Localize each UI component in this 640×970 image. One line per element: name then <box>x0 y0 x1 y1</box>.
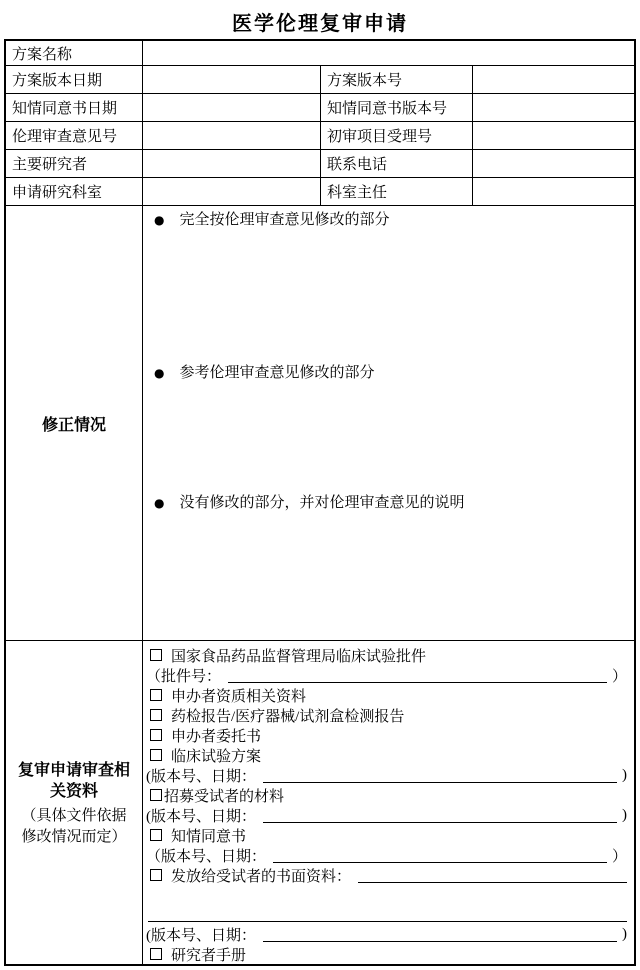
table-row <box>6 93 634 121</box>
checkbox-icon[interactable] <box>150 948 162 960</box>
checklist-item-text: 申办者资质相关资料 <box>171 688 307 705</box>
table-row <box>6 65 634 93</box>
checklist-item-text: 药检报告/医疗器械/试剂盒检测报告 <box>171 708 405 725</box>
fill-in-prefix: (版本号、日期： <box>146 927 256 944</box>
checklist-item-text: 知情同意书 <box>171 828 247 845</box>
protocol-name-input[interactable] <box>142 41 634 65</box>
underline-fill-field[interactable] <box>273 848 607 863</box>
checkbox-icon[interactable] <box>150 649 162 661</box>
fill-in-prefix: (版本号、日期： <box>146 768 256 785</box>
initial-review-no-input[interactable] <box>472 122 634 149</box>
checklist-item <box>143 785 634 805</box>
checklist-item <box>143 865 634 885</box>
materials-section-label: 复审申请审查相关资料 <box>17 761 130 800</box>
checklist-item-text: 招募受试者的材料 <box>164 788 285 805</box>
checklist-item <box>143 944 634 964</box>
phone-label: 联系电话 <box>320 150 472 177</box>
principal-investigator-input[interactable] <box>142 150 320 177</box>
table-row <box>6 121 634 149</box>
checklist-item <box>143 725 634 745</box>
fill-in-line <box>143 845 634 865</box>
bullet-icon: ● <box>154 496 165 510</box>
checklist-item-text: 申办者委托书 <box>171 728 262 745</box>
principal-investigator-label: 主要研究者 <box>12 157 88 173</box>
revision-section-label: 修正情况 <box>41 416 106 434</box>
protocol-version-date-input[interactable] <box>142 66 320 93</box>
fill-in-prefix: （版本号、日期： <box>146 848 267 865</box>
checklist-item <box>143 745 634 765</box>
materials-section-note: （具体文件依据修改情况而定） <box>21 807 127 845</box>
department-input[interactable] <box>142 178 320 205</box>
phone-input[interactable] <box>472 150 634 177</box>
page-title: 医学伦理复审申请 <box>232 13 408 35</box>
protocol-version-date-label: 方案版本日期 <box>12 73 103 89</box>
underline-fill-field[interactable] <box>263 927 617 942</box>
application-table <box>4 39 636 966</box>
revision-bullet-text: 完全按伦理审查意见修改的部分 <box>179 212 390 228</box>
underline-fill-field[interactable] <box>358 868 627 883</box>
revision-bullet-item <box>143 363 634 383</box>
checklist-item <box>143 705 634 725</box>
consent-version-no-input[interactable] <box>472 94 634 121</box>
protocol-name-label: 方案名称 <box>12 46 73 63</box>
consent-date-label: 知情同意书日期 <box>12 101 118 117</box>
checkbox-icon[interactable] <box>150 749 162 761</box>
checkbox-icon[interactable] <box>150 729 162 741</box>
fill-in-suffix: ) <box>622 766 627 783</box>
fill-in-suffix: ） <box>611 848 627 865</box>
bullet-icon: ● <box>154 213 165 227</box>
fill-in-line <box>143 905 634 925</box>
checkbox-icon[interactable] <box>150 829 162 841</box>
materials-section-row <box>6 640 634 964</box>
fill-in-line <box>143 665 634 685</box>
checkbox-icon[interactable] <box>150 789 162 801</box>
checklist-item-text: 临床试验方案 <box>171 748 262 765</box>
checklist-item <box>143 645 634 665</box>
fill-in-suffix: ) <box>622 925 627 942</box>
table-row <box>6 41 634 65</box>
checklist-item <box>143 685 634 705</box>
blank-line <box>143 885 634 905</box>
checkbox-icon[interactable] <box>150 869 162 881</box>
fill-in-prefix: （批件号： <box>146 668 222 685</box>
underline-fill-field[interactable] <box>148 907 627 922</box>
revision-bullets[interactable] <box>142 206 634 640</box>
checkbox-icon[interactable] <box>150 709 162 721</box>
revision-section-label-cell <box>6 206 142 640</box>
underline-fill-field[interactable] <box>263 768 617 783</box>
checklist-item-text: 发放给受试者的书面资料： <box>171 868 352 885</box>
fill-in-suffix: ) <box>622 806 627 823</box>
underline-fill-field[interactable] <box>228 668 607 683</box>
protocol-version-no-input[interactable] <box>472 66 634 93</box>
department-label: 申请研究科室 <box>12 185 103 201</box>
protocol-version-no-label: 方案版本号 <box>320 66 472 93</box>
checklist-item-text: 研究者手册 <box>171 947 247 964</box>
materials-checklist[interactable] <box>142 641 634 964</box>
table-row <box>6 177 634 205</box>
revision-bullet-item <box>143 493 634 513</box>
checklist-item <box>143 825 634 845</box>
table-row <box>6 149 634 177</box>
checkbox-icon[interactable] <box>150 689 162 701</box>
department-head-label: 科室主任 <box>320 178 472 205</box>
revision-bullet-text: 没有修改的部分，并对伦理审查意见的说明 <box>179 495 465 511</box>
underline-fill-field[interactable] <box>263 808 617 823</box>
consent-date-input[interactable] <box>142 94 320 121</box>
initial-review-no-label: 初审项目受理号 <box>320 122 472 149</box>
checklist-item-text: 国家食品药品监督管理局临床试验批件 <box>171 648 427 665</box>
department-head-input[interactable] <box>472 178 634 205</box>
fill-in-line <box>143 765 634 785</box>
ethics-opinion-no-input[interactable] <box>142 122 320 149</box>
ethics-opinion-no-label: 伦理审查意见号 <box>12 129 118 145</box>
bullet-icon: ● <box>154 366 165 380</box>
revision-bullet-item <box>143 210 634 230</box>
consent-version-no-label: 知情同意书版本号 <box>320 94 472 121</box>
materials-section-label-cell <box>6 641 142 964</box>
revision-section-row <box>6 205 634 640</box>
fill-in-prefix: (版本号、日期： <box>146 808 256 825</box>
fill-in-line <box>143 924 634 944</box>
fill-in-suffix: ） <box>611 668 627 685</box>
revision-bullet-text: 参考伦理审查意见修改的部分 <box>179 365 375 381</box>
fill-in-line <box>143 805 634 825</box>
